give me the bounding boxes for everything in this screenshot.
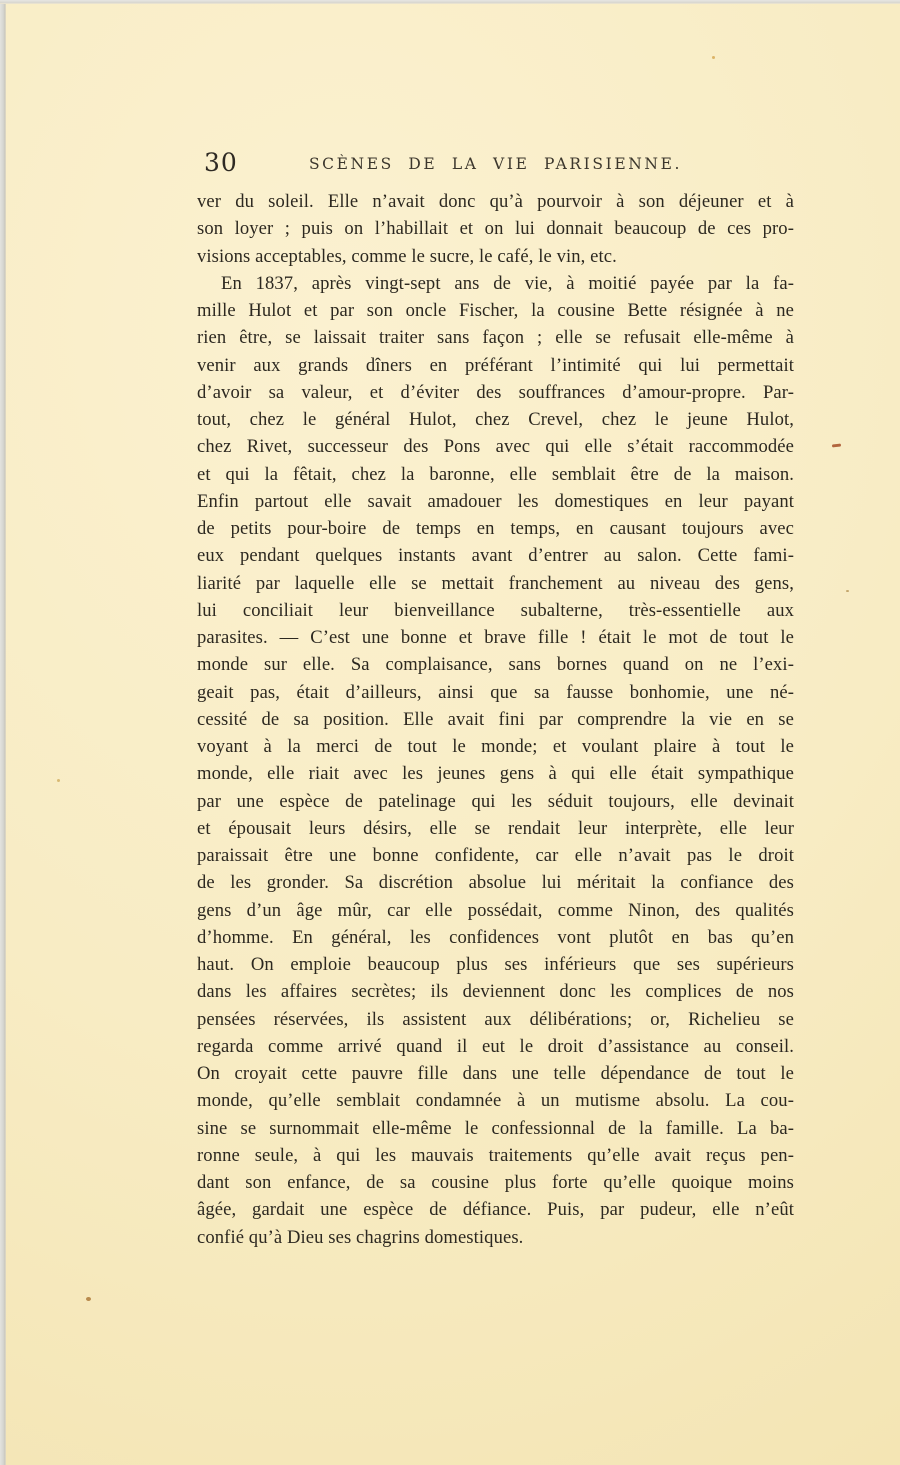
text-line: par une espèce de patelinage qui les séduit toujours, elle devinait bbox=[197, 790, 794, 812]
text-line: monde, elle riait avec les jeunes gens à qui elle était sympathique bbox=[197, 763, 794, 785]
text-line: voyant à la merci de tout le monde; et voulant plaire à tout le bbox=[197, 736, 794, 757]
text-line: ronne seule, à qui les mauvais traitements qu’elle avait reçus pen- bbox=[197, 1144, 794, 1166]
text-line: monde, qu’elle semblait condamnée à un mutisme absolu. La cou- bbox=[197, 1090, 794, 1112]
text-line: Enfin partout elle savait amadouer les domestiques en leur payant bbox=[197, 490, 794, 512]
scan-edge-left bbox=[0, 0, 6, 1465]
text-line: gens d’un âge mûr, car elle possédait, comme Ninon, des qualités bbox=[197, 899, 794, 921]
text-line: âgée, gardait une espèce de défiance. Puis, par pudeur, elle n’eût bbox=[197, 1199, 794, 1221]
text-line: lui conciliait leur bienveillance subalterne, très-essentielle aux bbox=[197, 599, 794, 621]
text-line: d’avoir sa valeur, et d’éviter des souffrances d’amour-propre. Par- bbox=[197, 381, 794, 403]
paper-speck bbox=[57, 779, 60, 782]
text-line: venir aux grands dîners en préférant l’intimité qui lui permettait bbox=[197, 354, 794, 376]
text-line: liarité par laquelle elle se mettait franchement au niveau des gens, bbox=[197, 572, 794, 594]
text-line: dant son enfance, de sa cousine plus forte qu’elle quoique moins bbox=[197, 1172, 794, 1193]
text-line: ver du soleil. Elle n’avait donc qu’à pourvoir à son déjeuner et à bbox=[197, 191, 794, 212]
text-line: et épousait leurs désirs, elle se rendait leur interprète, elle leur bbox=[197, 817, 794, 839]
text-line: sine se surnommait elle-même le confessionnal de la famille. La ba- bbox=[197, 1117, 794, 1139]
text-line: chez Rivet, successeur des Pons avec qui elle s’était raccommodée bbox=[197, 436, 794, 458]
text-line: haut. On emploie beaucoup plus ses inférieurs que ses supérieurs bbox=[197, 954, 794, 975]
text-line: dans les affaires secrètes; ils deviennent donc les complices de nos bbox=[197, 981, 794, 1003]
text-line: confié qu’à Dieu ses chagrins domestiques. bbox=[197, 1226, 524, 1248]
text-line: monde sur elle. Sa complaisance, sans bornes quand on ne l’exi- bbox=[197, 654, 794, 676]
text-line: cessité de sa position. Elle avait fini par comprendre la vie en se bbox=[197, 708, 794, 730]
text-line: visions acceptables, comme le sucre, le café, le vin, etc. bbox=[197, 245, 617, 267]
text-line: tout, chez le général Hulot, chez Crevel, chez le jeune Hulot, bbox=[197, 409, 794, 430]
text-line: pensées réservées, ils assistent aux délibérations; or, Richelieu se bbox=[197, 1008, 794, 1030]
paper-speck bbox=[86, 1297, 91, 1301]
text-line: de petits pour-boire de temps en temps, en causant toujours avec bbox=[197, 518, 794, 539]
text-line: geait pas, était d’ailleurs, ainsi que sa fausse bonhomie, une né- bbox=[197, 681, 794, 703]
text-line: On croyait cette pauvre fille dans une telle dépendance de tout le bbox=[197, 1063, 794, 1084]
paper-speck bbox=[832, 444, 841, 448]
paper-speck bbox=[846, 590, 849, 592]
text-line: mille Hulot et par son oncle Fischer, la cousine Bette résignée à ne bbox=[197, 300, 794, 321]
text-line: rien être, se laissait traiter sans façon ; elle se refusait elle-même à bbox=[197, 327, 794, 349]
text-line: d’homme. En général, les confidences vont plutôt en bas qu’en bbox=[197, 926, 794, 948]
scan-edge-top bbox=[0, 0, 900, 4]
text-line: son loyer ; puis on l’habillait et on lui donnait beaucoup de ces pro- bbox=[197, 218, 794, 240]
text-line: eux pendant quelques instants avant d’entrer au salon. Cette fami- bbox=[197, 545, 794, 567]
text-line: de les gronder. Sa discrétion absolue lui méritait la confiance des bbox=[197, 872, 794, 894]
text-line: parasites. — C’est une bonne et brave fille ! était le mot de tout le bbox=[197, 627, 794, 648]
text-line: paraissait être une bonne confidente, car elle n’avait pas le droit bbox=[197, 845, 794, 866]
paper-speck bbox=[712, 56, 715, 59]
page-text bbox=[197, 188, 794, 1251]
text-line: En 1837, après vingt-sept ans de vie, à moitié payée par la fa- bbox=[221, 272, 794, 294]
text-line: et qui la fêtait, chez la baronne, elle semblait être de la maison. bbox=[197, 463, 794, 485]
page-number: 30 bbox=[204, 148, 238, 177]
text-line: regarda comme arrivé quand il eut le droit d’assistance au conseil. bbox=[197, 1035, 794, 1057]
running-title: SCÈNES DE LA VIE PARISIENNE. bbox=[308, 155, 683, 173]
